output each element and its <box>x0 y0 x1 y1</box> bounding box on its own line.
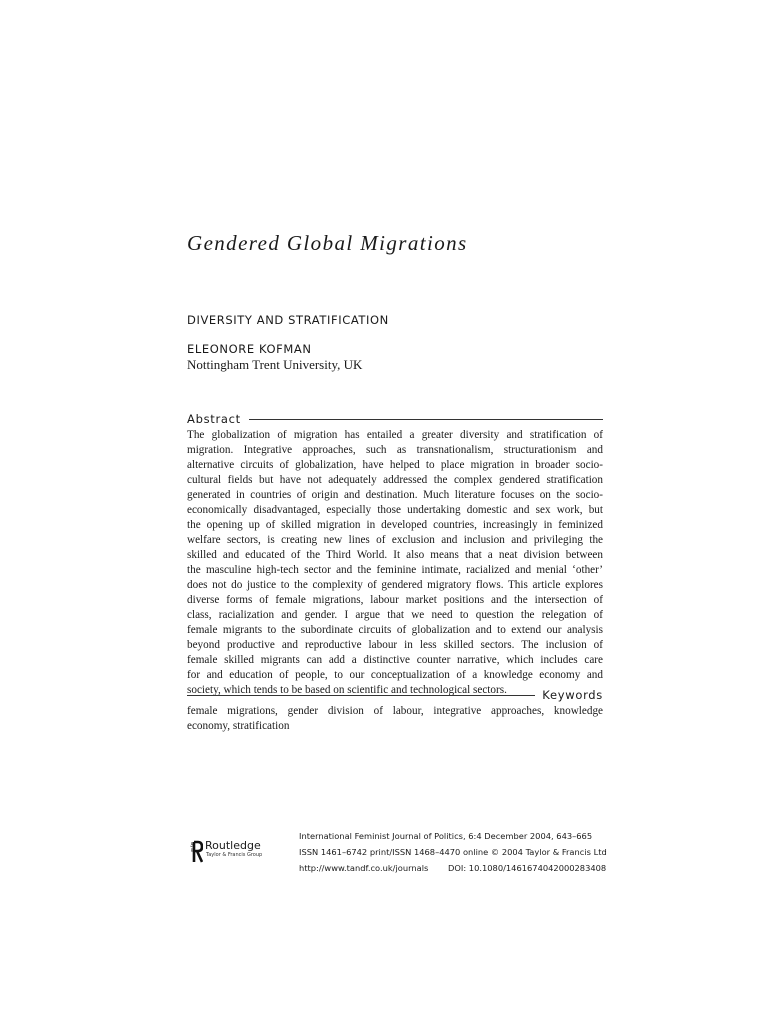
citation-block <box>299 828 607 876</box>
author-name: ELEONORE KOFMAN <box>187 342 312 356</box>
issn-line: ISSN 1461–6742 print/ISSN 1468–4470 online © 2004 Taylor & Francis Ltd <box>299 847 607 857</box>
journal-url-link[interactable]: http://www.tandf.co.uk/journals <box>299 863 429 873</box>
abstract-line: does not do justice to the complexity of gendered migratory flows. This article explores <box>187 579 603 591</box>
abstract-line: the masculine high-tech sector and the feminine intimate, racialized and menial ‘other’ <box>187 564 603 576</box>
abstract-line: cultural fields but have not adequately addressed the complex gendered stratification <box>187 474 603 486</box>
logo-vertical-text: Taylor <box>190 841 195 853</box>
abstract-line: female migrants to the subordinate circuits of globalization and to extend our analysis <box>187 624 603 636</box>
abstract-line: alternative circuits of globalization, have helped to place migration in broader socio- <box>187 459 603 471</box>
journal-line: International Feminist Journal of Politics, 6:4 December 2004, 643–665 <box>299 831 593 841</box>
abstract-line: for and education of people, to our conceptualization of a knowledge economy and <box>187 669 603 681</box>
abstract-line: economically disadvantaged, especially those undertaking domestic and sex work, but <box>187 504 603 516</box>
doi-text: DOI: 10.1080/1461674042000283408 <box>448 863 607 873</box>
abstract-line: welfare sectors, is creating new lines of exclusion and inclusion and privileging the <box>187 534 603 546</box>
keyword-line: female migrations, gender division of labour, integrative approaches, knowledge <box>187 705 603 717</box>
abstract-line: The globalization of migration has entailed a greater diversity and stratification of <box>187 429 603 441</box>
keyword-line: economy, stratification <box>187 720 290 732</box>
abstract-line: class, racialization and gender. I argue that we need to question the relegation of <box>187 609 603 621</box>
author-affiliation: Nottingham Trent University, UK <box>187 357 363 372</box>
keywords-text <box>187 704 603 734</box>
article-subtitle: DIVERSITY AND STRATIFICATION <box>187 313 389 327</box>
abstract-heading: Abstract <box>187 412 241 426</box>
abstract-line: generated in countries of origin and destination. Much literature focuses on the socio- <box>187 489 603 501</box>
keywords-rule <box>187 695 535 696</box>
publisher-name: Routledge <box>205 839 261 852</box>
url-doi-line <box>299 860 607 876</box>
keywords-heading: Keywords <box>542 688 603 702</box>
abstract-text <box>187 428 603 698</box>
abstract-line: migration. Integrative approaches, such as transnationalism, structurationism and <box>187 444 603 456</box>
abstract-line: the opening up of skilled migration in developed countries, increasingly in feminized <box>187 519 603 531</box>
abstract-heading-row <box>187 412 603 426</box>
keywords-heading-row <box>187 688 603 702</box>
routledge-logo-icon <box>187 838 203 864</box>
article-title: Gendered Global Migrations <box>187 231 468 255</box>
abstract-line: skilled and educated of the Third World. It also means that a neat division between <box>187 549 603 561</box>
abstract-rule <box>249 419 603 420</box>
abstract-line: female skilled migrants can add a distinctive counter narrative, which includes care <box>187 654 603 666</box>
abstract-line: diverse forms of female migrations, labour market positions and the intersection of <box>187 594 603 606</box>
publisher-logo <box>187 838 277 866</box>
abstract-line: beyond productive and reproductive labour in less skilled sectors. The inclusion of <box>187 639 603 651</box>
abstract-line: society, which tends to be based on scientific and technological sectors. <box>187 684 507 696</box>
publisher-group: Taylor & Francis Group <box>206 852 263 858</box>
